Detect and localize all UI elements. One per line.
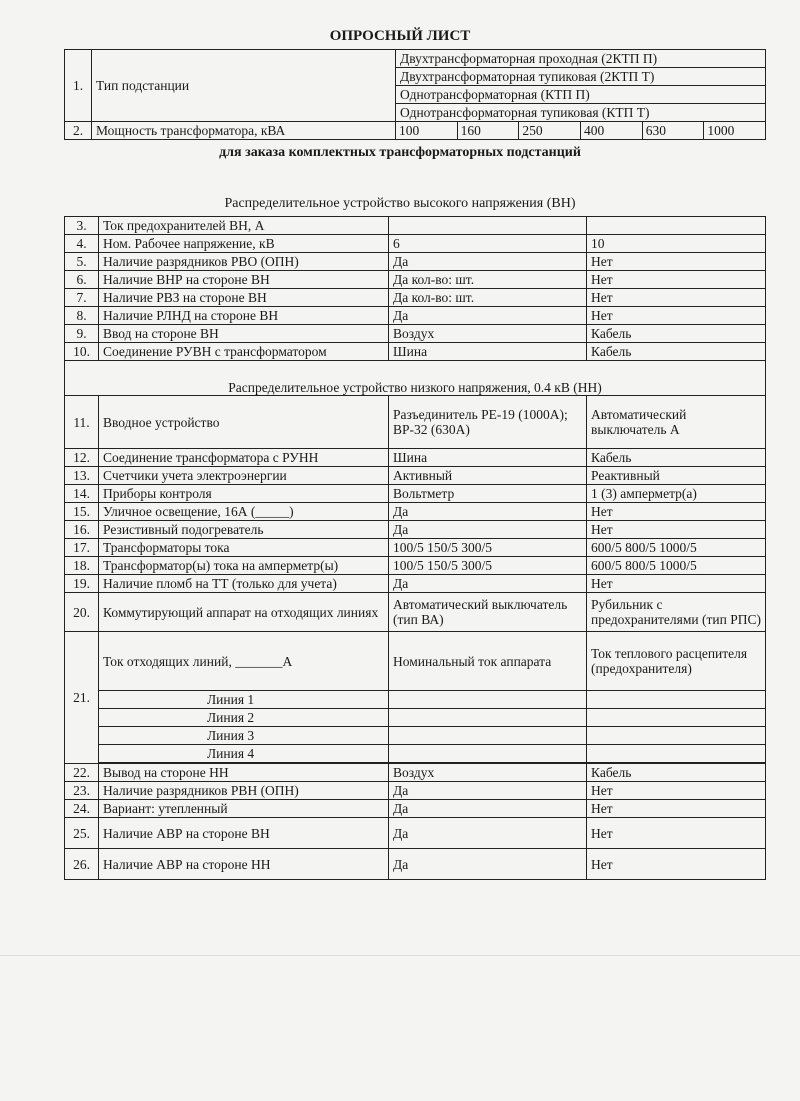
row-label: Наличие РВЗ на стороне ВН <box>99 289 389 307</box>
row-number: 24. <box>65 800 99 818</box>
row-number: 1. <box>65 50 92 122</box>
option-a[interactable]: Да <box>389 575 587 593</box>
option-a: Номинальный ток аппарата <box>389 632 587 691</box>
line-row <box>65 709 766 727</box>
option-b[interactable]: Реактивный <box>587 467 766 485</box>
page-title: ОПРОСНЫЙ ЛИСТ <box>329 28 471 44</box>
line-nominal-input[interactable] <box>389 745 587 763</box>
row-label: Соединение РУВН с трансформатором <box>99 343 389 361</box>
option-a[interactable]: 100/5 150/5 300/5 <box>389 557 587 575</box>
table-row <box>65 217 766 235</box>
row-number: 18. <box>65 557 99 575</box>
option-b[interactable]: 1 (3) амперметр(а) <box>587 485 766 503</box>
row-label: Ток предохранителей ВН, А <box>99 217 389 235</box>
row-label: Соединение трансформатора с РУНН <box>99 449 389 467</box>
row-number: 16. <box>65 521 99 539</box>
table-row <box>65 467 766 485</box>
power-option[interactable]: 160 <box>458 122 520 139</box>
row-number: 10. <box>65 343 99 361</box>
row-label: Ток отходящих линий, _______А <box>99 632 389 691</box>
row-label: Вводное устройство <box>99 396 389 449</box>
row-number: 26. <box>65 849 99 880</box>
row-label: Наличие АВР на стороне ВН <box>99 818 389 849</box>
table-row <box>65 485 766 503</box>
option-b[interactable] <box>587 217 766 235</box>
row-number: 23. <box>65 782 99 800</box>
option-a[interactable]: Разъединитель РЕ-19 (1000А); ВР-32 (630А) <box>389 396 587 449</box>
option-a[interactable]: Да <box>389 800 587 818</box>
option-a[interactable]: Да кол-во: шт. <box>389 271 587 289</box>
option-b[interactable]: Нет <box>587 575 766 593</box>
row-number: 9. <box>65 325 99 343</box>
option-b[interactable]: Кабель <box>587 325 766 343</box>
row-number: 13. <box>65 467 99 485</box>
row-number: 21. <box>65 632 99 764</box>
option-b[interactable]: 600/5 800/5 1000/5 <box>587 539 766 557</box>
row-label: Наличие пломб на ТТ (только для учета) <box>99 575 389 593</box>
row-number: 4. <box>65 235 99 253</box>
line-nominal-input[interactable] <box>389 727 587 745</box>
row-number: 8. <box>65 307 99 325</box>
row-label: Ввод на стороне ВН <box>99 325 389 343</box>
power-option[interactable]: 400 <box>581 122 643 139</box>
row-number: 14. <box>65 485 99 503</box>
row-label: Ном. Рабочее напряжение, кВ <box>99 235 389 253</box>
option-a[interactable]: Вольтметр <box>389 485 587 503</box>
line-row <box>65 691 766 709</box>
row-number: 20. <box>65 593 99 632</box>
row-number: 6. <box>65 271 99 289</box>
line-thermal-input[interactable] <box>587 727 766 745</box>
row-number: 19. <box>65 575 99 593</box>
table-row <box>65 539 766 557</box>
power-option[interactable]: 250 <box>519 122 581 139</box>
option-a[interactable]: 6 <box>389 235 587 253</box>
table-row <box>65 343 766 361</box>
option-a[interactable]: Да <box>389 849 587 880</box>
power-options <box>396 122 766 140</box>
option-a[interactable]: 100/5 150/5 300/5 <box>389 539 587 557</box>
option-a[interactable]: Шина <box>389 343 587 361</box>
option-b[interactable]: Кабель <box>587 343 766 361</box>
line-thermal-input[interactable] <box>587 691 766 709</box>
table-row <box>65 764 766 782</box>
section-row <box>65 361 766 396</box>
option-b[interactable]: Нет <box>587 253 766 271</box>
row-label: Трансформатор(ы) тока на амперметр(ы) <box>99 557 389 575</box>
option-b[interactable]: Нет <box>587 782 766 800</box>
row-label: Наличие разрядников РВН (ОПН) <box>99 782 389 800</box>
option-a[interactable]: Воздух <box>389 764 587 782</box>
option-a[interactable]: Да <box>389 521 587 539</box>
row-number: 17. <box>65 539 99 557</box>
option-b[interactable]: Нет <box>587 289 766 307</box>
row-label: Наличие АВР на стороне НН <box>99 849 389 880</box>
row-label: Резистивный подогреватель <box>99 521 389 539</box>
table-row <box>65 503 766 521</box>
table-row <box>65 289 766 307</box>
option-cell[interactable]: Двухтрансформаторная проходная (2КТП П) <box>396 50 766 68</box>
line-thermal-input[interactable] <box>587 745 766 763</box>
row-label: Тип подстанции <box>92 50 396 122</box>
row-number: 25. <box>65 818 99 849</box>
row-number: 2. <box>65 122 92 140</box>
substation-type-table <box>64 49 766 140</box>
row-label: Наличие ВНР на стороне ВН <box>99 271 389 289</box>
table-row <box>65 818 766 849</box>
option-b: Ток теплового расцепителя (предохранителя) <box>587 632 766 691</box>
row-number: 22. <box>65 764 99 782</box>
line-row <box>65 727 766 745</box>
option-a[interactable]: Да <box>389 307 587 325</box>
row-number: 11. <box>65 396 99 449</box>
table-row <box>65 849 766 880</box>
option-a[interactable]: Активный <box>389 467 587 485</box>
option-a[interactable]: Да кол-во: шт. <box>389 289 587 307</box>
page-edge <box>0 955 800 956</box>
row-label: Вариант: утепленный <box>99 800 389 818</box>
option-b[interactable]: Нет <box>587 800 766 818</box>
row-label: Вывод на стороне НН <box>99 764 389 782</box>
option-b[interactable]: Нет <box>587 307 766 325</box>
option-cell[interactable]: Двухтрансформаторная тупиковая (2КТП Т) <box>396 68 766 86</box>
table-row <box>65 521 766 539</box>
table-row <box>65 325 766 343</box>
option-a[interactable]: Автоматический выключатель (тип ВА) <box>389 593 587 632</box>
option-a[interactable] <box>389 217 587 235</box>
option-cell[interactable]: Однотрансформаторная (КТП П) <box>396 86 766 104</box>
option-a[interactable]: Да <box>389 503 587 521</box>
row-label: Коммутирующий аппарат на отходящих линиях <box>99 593 389 632</box>
table-row <box>65 253 766 271</box>
option-a[interactable]: Воздух <box>389 325 587 343</box>
row-label: Наличие разрядников РВО (ОПН) <box>99 253 389 271</box>
option-b[interactable]: Нет <box>587 503 766 521</box>
option-cell[interactable]: Однотрансформаторная тупиковая (КТП Т) <box>396 104 766 122</box>
line-label: Линия 4 <box>99 745 389 763</box>
row-label: Наличие РЛНД на стороне ВН <box>99 307 389 325</box>
option-a[interactable]: Шина <box>389 449 587 467</box>
option-b[interactable]: Нет <box>587 818 766 849</box>
option-b[interactable]: 600/5 800/5 1000/5 <box>587 557 766 575</box>
page-subtitle: для заказа комплектных трансформаторных подстанций <box>219 145 581 160</box>
section-title-lv: Распределительное устройство низкого напряжения, 0.4 кВ (НН) <box>65 361 766 396</box>
table-row <box>65 396 766 449</box>
power-option[interactable]: 1000 <box>707 123 735 138</box>
option-a[interactable]: Да <box>389 818 587 849</box>
table-row <box>65 307 766 325</box>
table-row <box>65 593 766 632</box>
table-row <box>65 235 766 253</box>
row-label: Мощность трансформатора, кВА <box>92 122 396 140</box>
row-label: Уличное освещение, 16А (_____) <box>99 503 389 521</box>
table-row <box>65 271 766 289</box>
section-title-hv: Распределительное устройство высокого напряжения (ВН) <box>224 196 576 211</box>
row-number: 5. <box>65 253 99 271</box>
option-b[interactable]: Нет <box>587 849 766 880</box>
option-b[interactable]: Кабель <box>587 449 766 467</box>
option-b[interactable]: Кабель <box>587 764 766 782</box>
option-b[interactable]: Автоматический выключатель А <box>587 396 766 449</box>
option-b[interactable]: Нет <box>587 271 766 289</box>
line-nominal-input[interactable] <box>389 709 587 727</box>
row-number: 15. <box>65 503 99 521</box>
option-a[interactable]: Да <box>389 253 587 271</box>
row-number: 7. <box>65 289 99 307</box>
questionnaire-table <box>64 216 766 880</box>
option-b[interactable]: Рубильник с предохранителями (тип РПС) <box>587 593 766 632</box>
table-row <box>65 782 766 800</box>
line-nominal-input[interactable] <box>389 691 587 709</box>
table-row <box>65 575 766 593</box>
table-row <box>65 800 766 818</box>
line-label: Линия 2 <box>99 709 389 727</box>
power-option[interactable]: 630 <box>643 122 705 139</box>
option-a[interactable]: Да <box>389 782 587 800</box>
row-number: 3. <box>65 217 99 235</box>
line-row <box>65 745 766 763</box>
table-row <box>65 449 766 467</box>
power-option[interactable]: 100 <box>396 122 458 139</box>
option-b[interactable]: 10 <box>587 235 766 253</box>
row-label: Трансформаторы тока <box>99 539 389 557</box>
option-b[interactable]: Нет <box>587 521 766 539</box>
line-thermal-input[interactable] <box>587 709 766 727</box>
table-row <box>65 632 766 691</box>
row-label: Счетчики учета электроэнергии <box>99 467 389 485</box>
line-label: Линия 3 <box>99 727 389 745</box>
line-label: Линия 1 <box>99 691 389 709</box>
row-number: 12. <box>65 449 99 467</box>
row-label: Приборы контроля <box>99 485 389 503</box>
table-row <box>65 557 766 575</box>
